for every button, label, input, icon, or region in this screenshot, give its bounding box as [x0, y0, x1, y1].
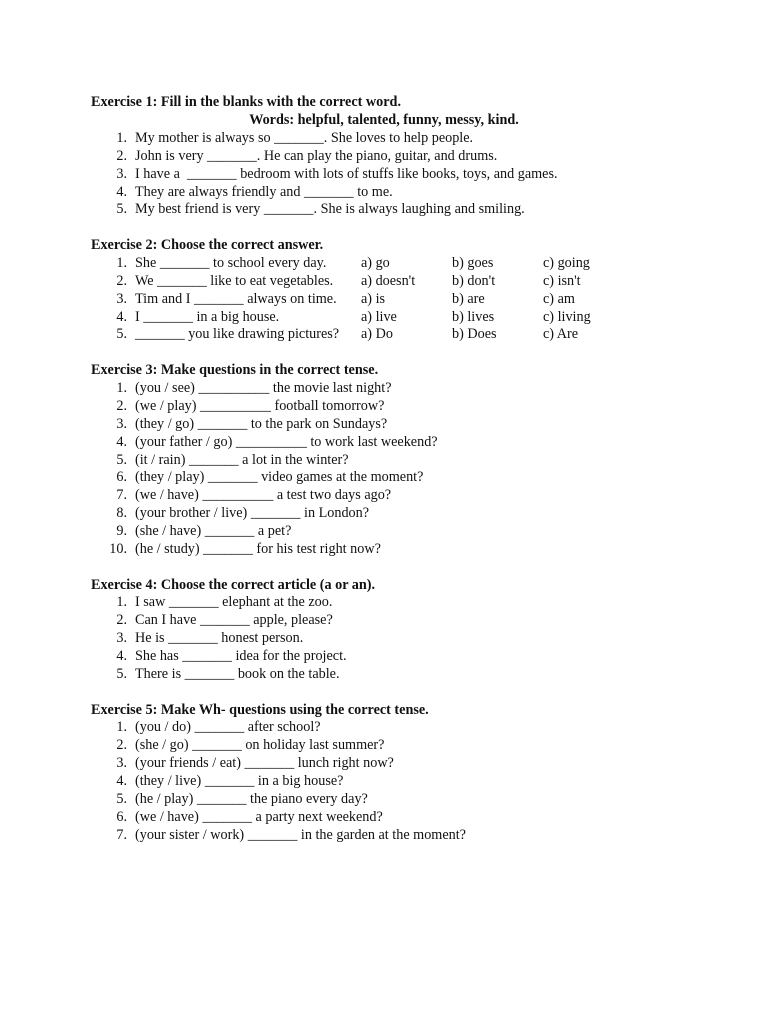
exercise-2-item: [91, 309, 731, 327]
item-text: (they / live) _______ in a big house?: [135, 773, 344, 790]
exercise-3-item: [91, 434, 731, 452]
item-text: (we / have) _______ a party next weekend?: [135, 809, 383, 825]
option-b: b) don't: [452, 272, 496, 289]
item-number: 8.: [116, 505, 127, 522]
item-text: (she / have) _______ a pet?: [135, 523, 292, 540]
item-text: (you / do) _______ after school?: [135, 719, 321, 736]
exercise-1-item: [91, 148, 731, 166]
item-text: (your friends / eat) _______ lunch right now?: [135, 755, 394, 772]
item-text: I saw _______ elephant at the zoo.: [135, 594, 333, 611]
exercise-2-item: [91, 255, 731, 273]
option-b: b) are: [452, 290, 485, 307]
exercise-5-title: Exercise 5: Make Wh- questions using the correct tense.: [91, 701, 429, 718]
exercise-4-item: [91, 630, 731, 648]
item-text: (your father / go) __________ to work last weekend?: [135, 433, 438, 450]
item-number: 7.: [116, 826, 127, 843]
item-number: 7.: [116, 487, 127, 504]
item-number: 3.: [116, 415, 127, 432]
item-number: 5.: [116, 326, 127, 343]
option-c: c) am: [543, 290, 575, 307]
exercise-1-word-bank: Words: helpful, talented, funny, messy, kind.: [249, 111, 519, 128]
exercise-3-item: [91, 523, 731, 541]
item-text: They are always friendly and _______ to me.: [135, 183, 393, 200]
exercise-4-list: [91, 594, 731, 684]
item-number: 2.: [116, 737, 127, 754]
exercise-5: [91, 702, 731, 845]
item-number: 10.: [109, 541, 127, 558]
item-text: He is _______ honest person.: [135, 630, 304, 647]
item-number: 3.: [116, 290, 127, 307]
exercise-2-item: [91, 273, 731, 291]
item-text: (they / play) _______ video games at the moment?: [135, 469, 424, 486]
item-number: 6.: [116, 809, 127, 825]
exercise-4-item: [91, 648, 731, 666]
exercise-1-item: [91, 130, 731, 148]
exercise-4-item: [91, 612, 731, 630]
item-text: (she / go) _______ on holiday last summer?: [135, 737, 385, 754]
item-number: 1.: [116, 719, 127, 736]
item-text: She _______ to school every day.: [135, 254, 327, 271]
exercise-1: [91, 94, 731, 219]
option-b: b) goes: [452, 254, 494, 271]
exercise-3-item: [91, 505, 731, 523]
item-number: 5.: [116, 791, 127, 808]
item-text: I _______ in a big house.: [135, 308, 280, 325]
exercise-5-item: [91, 773, 731, 791]
exercise-2: [91, 237, 731, 344]
exercise-3-item: [91, 416, 731, 434]
item-number: 4.: [116, 773, 127, 790]
option-c: c) Are: [543, 326, 579, 343]
exercise-5-item: [91, 719, 731, 737]
item-number: 2.: [116, 397, 127, 414]
item-text: (it / rain) _______ a lot in the winter?: [135, 451, 349, 468]
item-number: 4.: [116, 433, 127, 450]
item-number: 4.: [116, 648, 127, 665]
exercise-5-item: [91, 737, 731, 755]
exercise-1-item: [91, 166, 731, 184]
option-b: b) lives: [452, 308, 495, 325]
item-number: 2.: [116, 272, 127, 289]
exercise-3-item: [91, 380, 731, 398]
option-a: a) go: [361, 254, 390, 271]
item-number: 5.: [116, 201, 127, 218]
exercise-5-item: [91, 791, 731, 809]
exercise-4: [91, 577, 731, 684]
exercise-4-item: [91, 594, 731, 612]
exercise-3-item: [91, 487, 731, 505]
exercise-3-item: [91, 541, 731, 559]
item-text: John is very _______. He can play the piano, guitar, and drums.: [135, 147, 498, 164]
option-b: b) Does: [452, 326, 497, 343]
item-text: My best friend is very _______. She is always laughing and smiling.: [135, 201, 525, 218]
item-number: 9.: [116, 523, 127, 540]
item-number: 1.: [116, 379, 127, 396]
option-a: a) is: [361, 290, 386, 307]
exercise-5-list: [91, 719, 731, 844]
item-text: (we / have) __________ a test two days ago?: [135, 487, 392, 504]
exercise-2-list: [91, 255, 731, 345]
item-number: 4.: [116, 183, 127, 200]
item-text: She has _______ idea for the project.: [135, 648, 347, 665]
item-text: (your sister / work) _______ in the garden at the moment?: [135, 826, 466, 843]
item-number: 1.: [116, 594, 127, 611]
exercise-3: [91, 362, 731, 559]
exercise-3-title: Exercise 3: Make questions in the correct tense.: [91, 361, 379, 378]
item-number: 3.: [116, 630, 127, 647]
item-text: _______ you like drawing pictures?: [135, 326, 340, 343]
option-a: a) doesn't: [361, 272, 416, 289]
item-number: 5.: [116, 451, 127, 468]
item-text: (he / play) _______ the piano every day?: [135, 791, 368, 808]
item-text: There is _______ book on the table.: [135, 666, 340, 683]
exercise-1-item: [91, 184, 731, 202]
item-number: 1.: [116, 129, 127, 146]
option-a: a) Do: [361, 326, 393, 343]
item-number: 3.: [116, 165, 127, 182]
option-c: c) going: [543, 254, 590, 271]
item-number: 6.: [116, 469, 127, 486]
exercise-2-title: Exercise 2: Choose the correct answer.: [91, 236, 324, 253]
item-text: (they / go) _______ to the park on Sundays?: [135, 415, 388, 432]
exercise-2-item: [91, 291, 731, 309]
item-number: 2.: [116, 147, 127, 164]
item-number: 1.: [116, 254, 127, 271]
exercise-3-item: [91, 398, 731, 416]
item-text: My mother is always so _______. She loves to help people.: [135, 129, 474, 146]
exercise-3-item: [91, 469, 731, 487]
option-c: c) living: [543, 308, 591, 325]
exercise-1-list: [91, 130, 731, 220]
item-number: 5.: [116, 666, 127, 683]
exercise-4-title: Exercise 4: Choose the correct article (a or an).: [91, 576, 376, 593]
item-text: (your brother / live) _______ in London?: [135, 505, 370, 522]
exercise-1-item: [91, 201, 731, 219]
item-text: Tim and I _______ always on time.: [135, 290, 337, 307]
exercise-1-title: Exercise 1: Fill in the blanks with the correct word.: [91, 94, 401, 110]
item-text: We _______ like to eat vegetables.: [135, 272, 334, 289]
option-a: a) live: [361, 308, 397, 325]
item-text: Can I have _______ apple, please?: [135, 612, 333, 629]
exercise-5-item: [91, 755, 731, 773]
exercise-5-item: [91, 827, 731, 845]
item-text: (we / play) __________ football tomorrow?: [135, 397, 385, 414]
exercise-4-item: [91, 666, 731, 684]
item-text: (you / see) __________ the movie last night?: [135, 379, 392, 396]
exercise-3-list: [91, 380, 731, 559]
item-text: I have a _______ bedroom with lots of stuffs like books, toys, and games.: [135, 165, 558, 182]
item-number: 4.: [116, 308, 127, 325]
exercise-2-item: [91, 326, 731, 344]
option-c: c) isn't: [543, 272, 581, 289]
item-number: 2.: [116, 612, 127, 629]
worksheet-content: [91, 94, 731, 862]
item-text: (he / study) _______ for his test right now?: [135, 541, 381, 558]
exercise-5-item: [91, 809, 731, 827]
exercise-3-item: [91, 452, 731, 470]
item-number: 3.: [116, 755, 127, 772]
